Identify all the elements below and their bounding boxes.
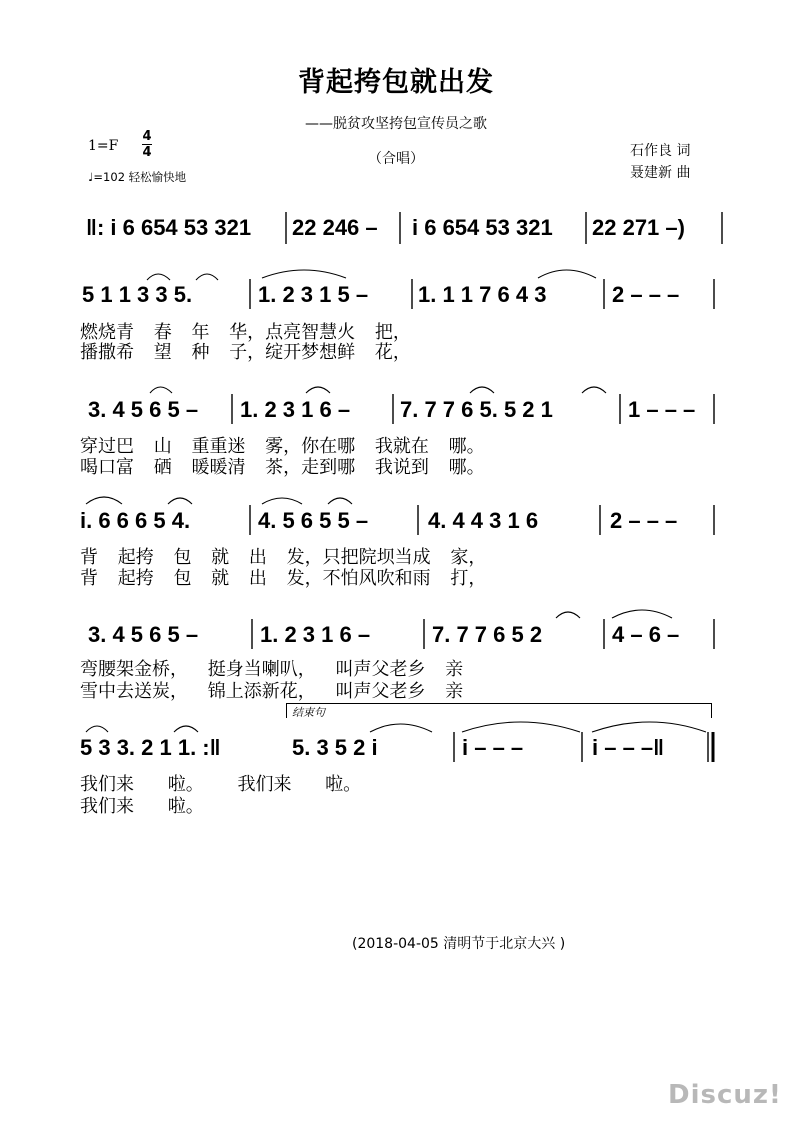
lyrics-5-verse-2: 雪中去送炭， 锦上添新花， 叫声父老乡 亲 — [80, 681, 464, 702]
forum-watermark: Discuz! — [668, 1080, 782, 1110]
measure-2-3: 1. 1 1 7 6 4 3 — [418, 282, 547, 307]
lyrics-5-verse-1: 弯腰架金桥， 挺身当喇叭， 叫声父老乡 亲 — [80, 659, 464, 680]
measure-4-2: 4. 5 6 5 5 – — [258, 508, 369, 533]
time-signature-top: 4 — [142, 129, 152, 144]
measure-1-2: 22 246 – — [292, 215, 378, 240]
song-title: 背起挎包就出发 — [298, 67, 494, 98]
lyrics-6-verse-1: 我们来 啦。 我们来 啦。 — [80, 774, 362, 795]
time-signature-bottom: 4 — [142, 145, 152, 160]
lyrics-2-verse-1: 燃烧青 春 年 华，点亮智慧火 把， — [80, 322, 411, 343]
lyrics-3-verse-1: 穿过巴 山 重重迷 雾，你在哪 我就在 哪。 — [80, 436, 485, 457]
lyrics-6-verse-2: 我们来 啦。 — [80, 796, 204, 817]
key-signature: 1=F — [88, 138, 119, 154]
measure-5-2: 1. 2 3 1 6 – — [260, 622, 371, 647]
measure-6-3: i – – – — [462, 735, 524, 760]
measure-3-3: 7. 7 7 6 5. 5 2 1 — [400, 397, 553, 422]
measure-1-1: ‖: i 6 654 53 321 — [86, 215, 252, 240]
lyrics-3-verse-2: 喝口富 硒 暖暖清 茶，走到哪 我说到 哪。 — [80, 457, 485, 478]
measure-5-1: 3. 4 5 6 5 – — [88, 622, 199, 647]
date-note: (2018-04-05 清明节于北京大兴 ) — [352, 936, 566, 952]
song-subtitle: ——脱贫攻坚挎包宣传员之歌 — [305, 116, 487, 132]
measure-2-1: 5 1 1 3 3 5. — [82, 282, 193, 307]
lyrics-2-verse-2: 播撒希 望 种 子，绽开梦想鲜 花， — [80, 342, 411, 363]
measure-4-4: 2 – – – — [610, 508, 678, 533]
lyrics-4-verse-2: 背 起挎 包 就 出 发，不怕风吹和雨 打， — [80, 568, 487, 589]
measure-6-1: 5 3 3. 2 1 1. :‖ — [80, 735, 221, 760]
lyrics-4-verse-1: 背 起挎 包 就 出 发，只把院坝当成 家， — [80, 547, 487, 568]
composer-credit: 聂建新 曲 — [630, 165, 691, 181]
measure-3-4: 1 – – – — [628, 397, 696, 422]
lyricist-credit: 石作良 词 — [630, 143, 691, 159]
tempo-marking: ♩=102 轻松愉快地 — [88, 170, 187, 184]
measure-1-4: 22 271 –) — [592, 215, 685, 240]
measure-2-2: 1. 2 3 1 5 – — [258, 282, 369, 307]
measure-5-4: 4 – 6 – — [612, 622, 680, 647]
measure-3-2: 1. 2 3 1 6 – — [240, 397, 351, 422]
measure-3-1: 3. 4 5 6 5 – — [88, 397, 199, 422]
ending-label: 结束句 — [292, 706, 325, 719]
measure-4-3: 4. 4 4 3 1 6 — [428, 508, 539, 533]
performance-note: （合唱） — [368, 151, 424, 167]
measure-6-4: i – – –‖ — [592, 735, 665, 760]
measure-4-1: i. 6 6 6 5 4. — [80, 508, 191, 533]
measure-2-4: 2 – – – — [612, 282, 680, 307]
measure-6-2: 5. 3 5 2 i — [292, 735, 378, 760]
measure-1-3: i 6 654 53 321 — [412, 215, 553, 240]
measure-5-3: 7. 7 7 6 5 2 — [432, 622, 543, 647]
